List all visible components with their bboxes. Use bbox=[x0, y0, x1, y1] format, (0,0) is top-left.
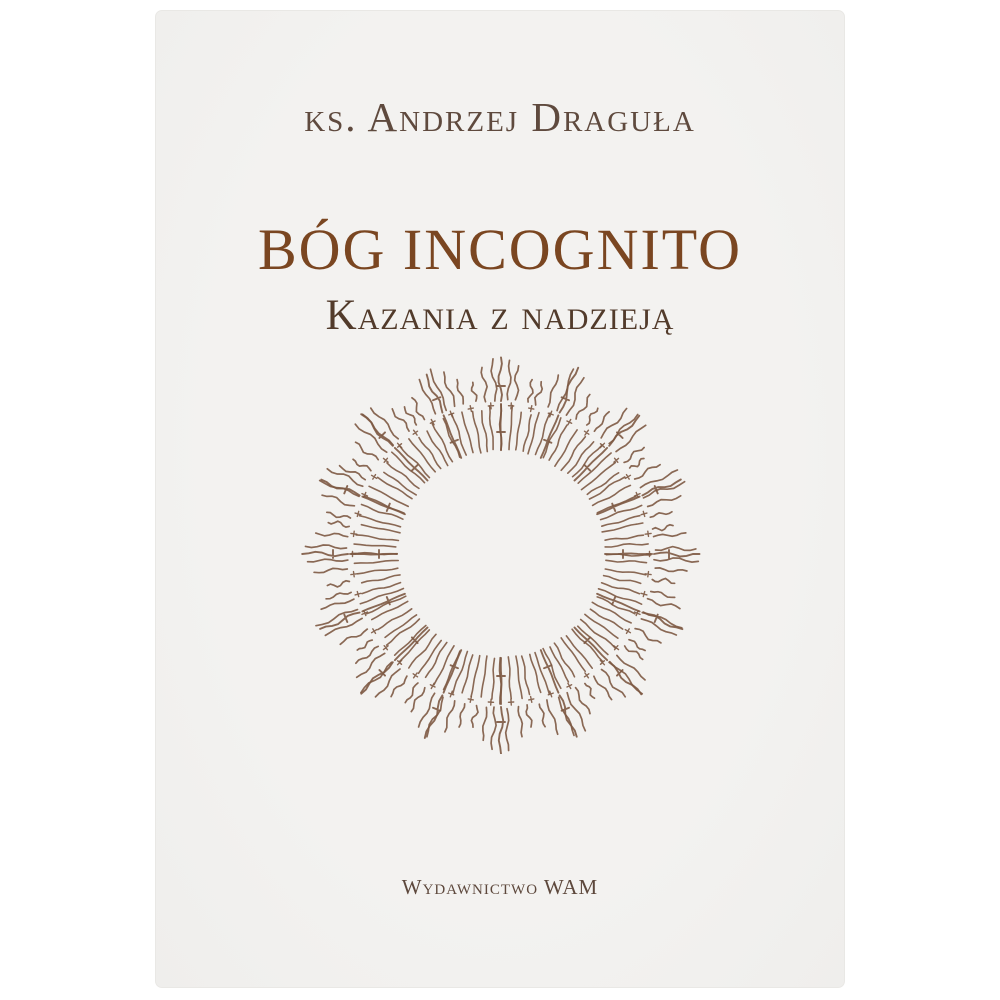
book-cover bbox=[155, 10, 845, 988]
author-name: ks. Andrzej Draguła bbox=[304, 94, 696, 140]
book-title: BÓG INCOGNITO bbox=[257, 217, 743, 282]
publisher-name: Wydawnictwo WAM bbox=[401, 875, 599, 899]
book-subtitle: Kazania z nadzieją bbox=[325, 292, 675, 339]
sunburst-icon bbox=[301, 354, 701, 754]
sunburst-ornament bbox=[301, 354, 701, 754]
